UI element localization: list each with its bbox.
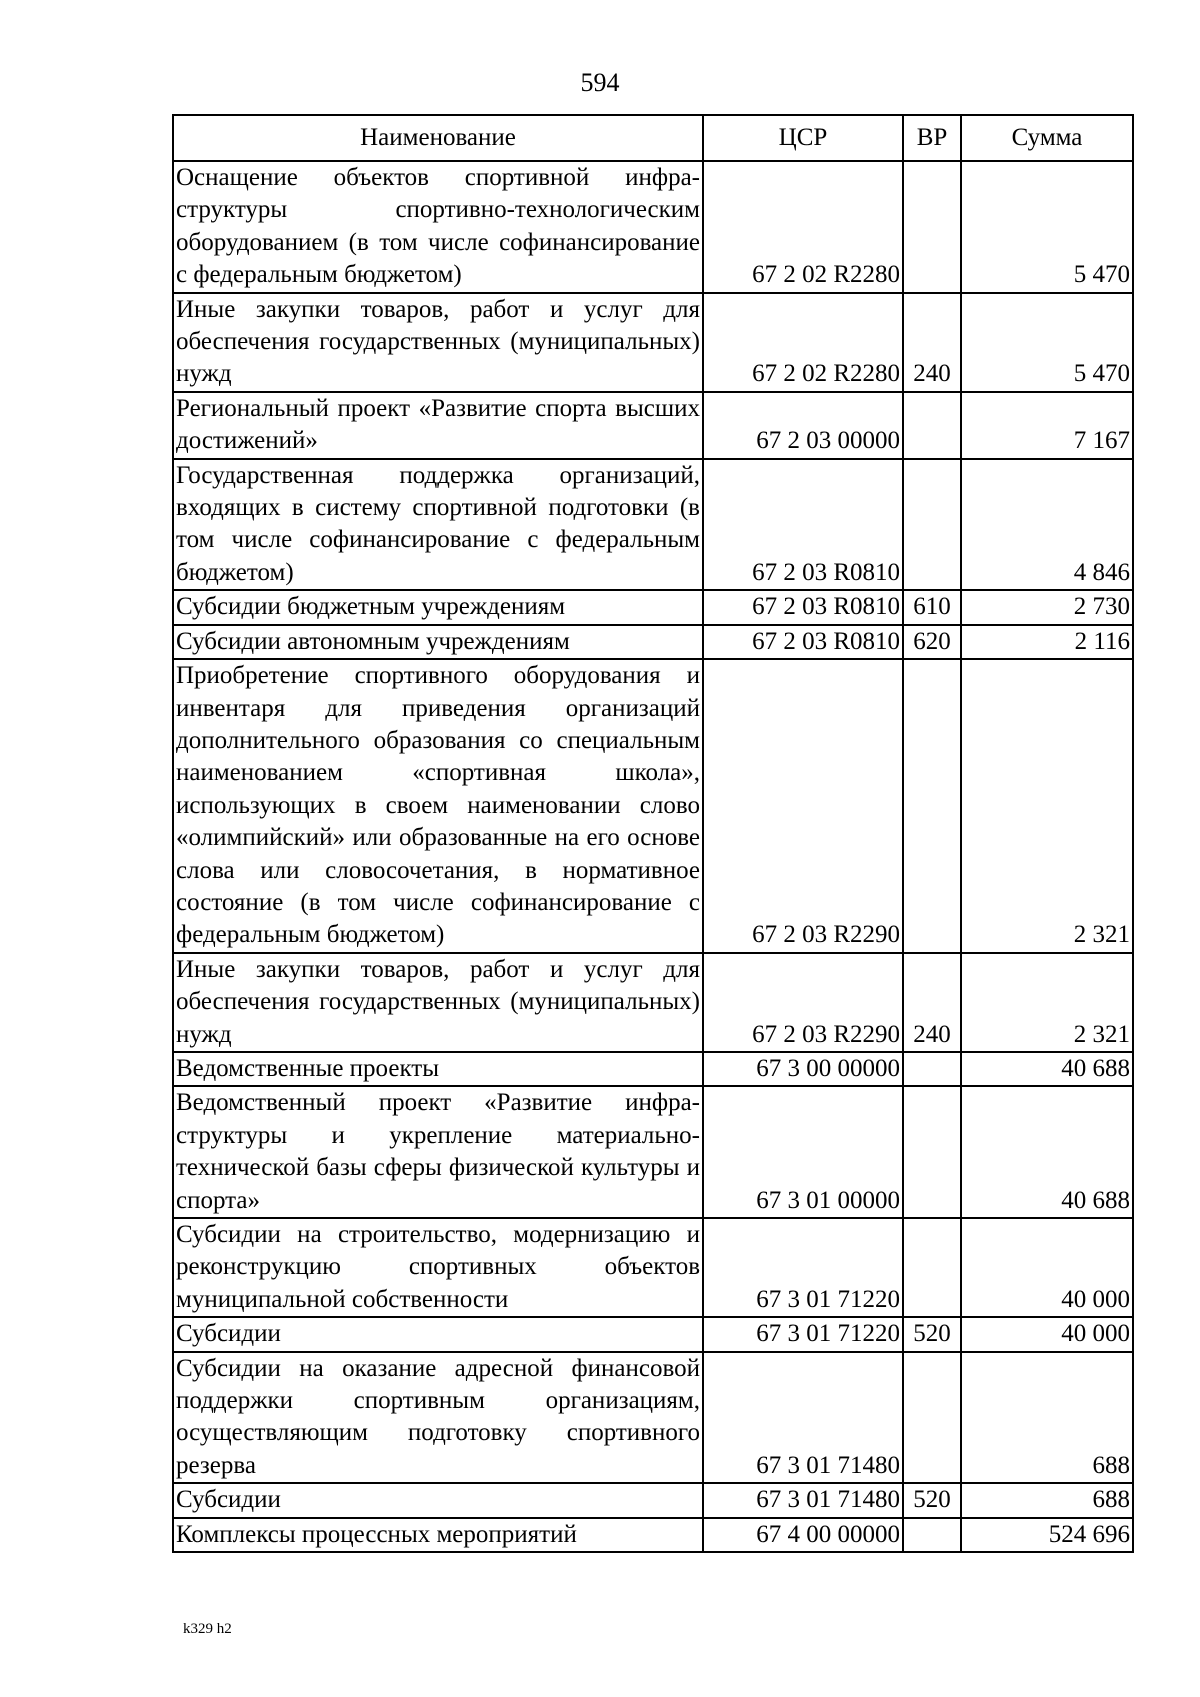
cell-name: Субсидии (173, 1483, 703, 1517)
header-csr: ЦСР (703, 115, 903, 161)
table-row (173, 625, 1133, 659)
cell-sum: 5 470 (961, 293, 1133, 392)
cell-name: Комплексы процессных мероприятий (173, 1518, 703, 1552)
cell-name: Региональный проект «Развитие спорта высших достижений» (173, 392, 703, 459)
cell-vr (903, 161, 961, 293)
table-body (173, 161, 1133, 1552)
cell-name: Оснащение объектов спортивной инфраструктуры спортивно-технологическим оборудованием (в том числе софинансирование с федеральным бюджетом) (173, 161, 703, 293)
cell-sum: 40 000 (961, 1317, 1133, 1351)
cell-csr: 67 2 02 R2280 (703, 161, 903, 293)
cell-vr: 240 (903, 953, 961, 1052)
cell-vr (903, 459, 961, 591)
cell-name: Субсидии автономным учреждениям (173, 625, 703, 659)
table-row (173, 293, 1133, 392)
cell-csr: 67 3 01 00000 (703, 1086, 903, 1218)
cell-vr (903, 1352, 961, 1484)
cell-vr: 520 (903, 1483, 961, 1517)
cell-sum: 40 000 (961, 1218, 1133, 1317)
cell-sum: 7 167 (961, 392, 1133, 459)
table-row (173, 953, 1133, 1052)
cell-sum: 40 688 (961, 1086, 1133, 1218)
cell-vr: 610 (903, 590, 961, 624)
table-row (173, 1052, 1133, 1086)
table-row (173, 590, 1133, 624)
table-row (173, 459, 1133, 591)
page-number: 594 (580, 68, 620, 97)
cell-sum: 4 846 (961, 459, 1133, 591)
cell-sum: 2 321 (961, 953, 1133, 1052)
cell-csr: 67 3 00 00000 (703, 1052, 903, 1086)
table-row (173, 1483, 1133, 1517)
cell-vr: 240 (903, 293, 961, 392)
cell-sum: 5 470 (961, 161, 1133, 293)
cell-csr: 67 2 02 R2280 (703, 293, 903, 392)
cell-sum: 524 696 (961, 1518, 1133, 1552)
cell-vr: 620 (903, 625, 961, 659)
table-row (173, 659, 1133, 953)
table-row (173, 1086, 1133, 1218)
cell-sum: 2 730 (961, 590, 1133, 624)
cell-name: Субсидии бюджетным учреждениям (173, 590, 703, 624)
cell-csr: 67 2 03 R0810 (703, 625, 903, 659)
cell-name: Иные закупки товаров, работ и услуг для обеспечения государственных (муниципальных) нужд (173, 953, 703, 1052)
table-row (173, 392, 1133, 459)
cell-name: Государственная поддержка организаций, входящих в систему спортивной подготовки (в том числе софинансирование с федеральным бюджетом) (173, 459, 703, 591)
cell-vr: 520 (903, 1317, 961, 1351)
cell-name: Ведомственный проект «Развитие инфраструктуры и укрепление материально-технической базы сферы физической культуры и спорта» (173, 1086, 703, 1218)
cell-csr: 67 2 03 R0810 (703, 459, 903, 591)
budget-table (172, 114, 1134, 1553)
header-sum: Сумма (961, 115, 1133, 161)
cell-vr (903, 1052, 961, 1086)
cell-name: Приобретение спортивного оборудования и инвентаря для приведения организаций дополнительного образования со специальным наименованием «спортивная школа», использующих в своем наименовании слово «олимпийский» или образованные на его основе слова или словосочетания, в нормативное состояние (в том числе софинансирование с федеральным бюджетом) (173, 659, 703, 953)
cell-csr: 67 3 01 71220 (703, 1218, 903, 1317)
cell-csr: 67 2 03 R0810 (703, 590, 903, 624)
cell-vr (903, 1218, 961, 1317)
cell-csr: 67 3 01 71220 (703, 1317, 903, 1351)
table-header-row (173, 115, 1133, 161)
table-row (173, 1352, 1133, 1484)
cell-csr: 67 2 03 00000 (703, 392, 903, 459)
table-row (173, 1218, 1133, 1317)
cell-csr: 67 2 03 R2290 (703, 659, 903, 953)
cell-name: Субсидии (173, 1317, 703, 1351)
cell-name: Субсидии на строительство, модернизацию и реконструкцию спортивных объектов муниципальной собственности (173, 1218, 703, 1317)
cell-vr (903, 1086, 961, 1218)
cell-csr: 67 2 03 R2290 (703, 953, 903, 1052)
table-row (173, 1317, 1133, 1351)
cell-name: Субсидии на оказание адресной финансовой поддержки спортивным организациям, осуществляющим подготовку спортивного резерва (173, 1352, 703, 1484)
cell-csr: 67 4 00 00000 (703, 1518, 903, 1552)
cell-vr (903, 392, 961, 459)
cell-sum: 688 (961, 1352, 1133, 1484)
header-name: Наименование (173, 115, 703, 161)
cell-sum: 2 116 (961, 625, 1133, 659)
cell-csr: 67 3 01 71480 (703, 1483, 903, 1517)
cell-vr (903, 659, 961, 953)
table-row (173, 161, 1133, 293)
table-row (173, 1518, 1133, 1552)
cell-name: Иные закупки товаров, работ и услуг для обеспечения государственных (муниципальных) нужд (173, 293, 703, 392)
cell-vr (903, 1518, 961, 1552)
footer-code: k329 h2 (183, 1621, 232, 1637)
cell-sum: 40 688 (961, 1052, 1133, 1086)
cell-name: Ведомственные проекты (173, 1052, 703, 1086)
cell-sum: 688 (961, 1483, 1133, 1517)
cell-csr: 67 3 01 71480 (703, 1352, 903, 1484)
cell-sum: 2 321 (961, 659, 1133, 953)
header-vr: ВР (903, 115, 961, 161)
